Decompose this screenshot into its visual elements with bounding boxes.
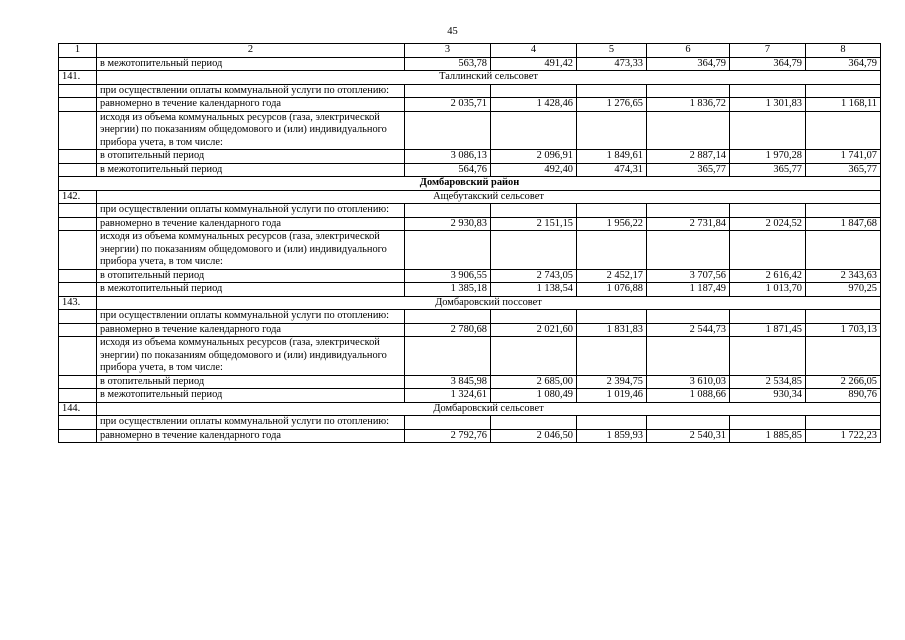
index-cell [59, 429, 97, 443]
empty-cell [491, 231, 577, 270]
condition-row [59, 204, 881, 218]
row-label: в межотопительный период [97, 283, 405, 297]
empty-cell [806, 231, 881, 270]
empty-cell [405, 310, 491, 324]
empty-cell [647, 416, 730, 430]
index-cell [59, 416, 97, 430]
value-cell: 1 703,13 [806, 323, 881, 337]
section-row [59, 190, 881, 204]
empty-cell [405, 337, 491, 376]
value-cell: 1 849,61 [577, 150, 647, 164]
index-cell [59, 217, 97, 231]
tariff-row [59, 98, 881, 112]
value-cell: 2 544,73 [647, 323, 730, 337]
tariff-row [59, 150, 881, 164]
index-cell [59, 231, 97, 270]
value-cell: 1 088,66 [647, 389, 730, 403]
index-cell [59, 84, 97, 98]
index-cell [59, 204, 97, 218]
tariff-row [59, 389, 881, 403]
value-cell: 3 906,55 [405, 269, 491, 283]
empty-cell [491, 204, 577, 218]
tariff-row [59, 163, 881, 177]
value-cell: 1 138,54 [491, 283, 577, 297]
section-title: Таллинский сельсовет [97, 71, 881, 85]
empty-cell [806, 84, 881, 98]
value-cell: 2 780,68 [405, 323, 491, 337]
row-label: при осуществлении оплаты коммунальной услуги по отоплению: [97, 84, 405, 98]
value-cell: 1 019,46 [577, 389, 647, 403]
tariff-row [59, 429, 881, 443]
tariff-table [58, 43, 881, 443]
condition-row [59, 337, 881, 376]
district-title: Домбаровский район [59, 177, 881, 191]
section-row [59, 402, 881, 416]
empty-cell [491, 337, 577, 376]
index-cell [59, 375, 97, 389]
header-cell: 7 [730, 44, 806, 58]
value-cell: 1 076,88 [577, 283, 647, 297]
empty-cell [647, 84, 730, 98]
header-row [59, 44, 881, 58]
section-index: 141. [59, 71, 97, 85]
value-cell: 2 743,05 [491, 269, 577, 283]
row-label: при осуществлении оплаты коммунальной услуги по отоплению: [97, 310, 405, 324]
section-title: Домбаровский поссовет [97, 296, 881, 310]
tariff-row [59, 217, 881, 231]
value-cell: 2 035,71 [405, 98, 491, 112]
row-label: равномерно в течение календарного года [97, 98, 405, 112]
empty-cell [491, 416, 577, 430]
value-cell: 1 970,28 [730, 150, 806, 164]
value-cell: 364,79 [806, 57, 881, 71]
value-cell: 1 276,65 [577, 98, 647, 112]
value-cell: 2 096,91 [491, 150, 577, 164]
condition-row [59, 231, 881, 270]
index-cell [59, 337, 97, 376]
row-label: исходя из объема коммунальных ресурсов (газа, электрической энергии) по показаниям общедомового и (или) индивидуального прибора учета, в том числе: [97, 337, 405, 376]
index-cell [59, 310, 97, 324]
page-number: 45 [447, 26, 458, 37]
condition-row [59, 416, 881, 430]
value-cell: 1 324,61 [405, 389, 491, 403]
index-cell [59, 163, 97, 177]
condition-row [59, 310, 881, 324]
value-cell: 3 707,56 [647, 269, 730, 283]
value-cell: 890,76 [806, 389, 881, 403]
value-cell: 364,79 [647, 57, 730, 71]
empty-cell [647, 231, 730, 270]
value-cell: 2 452,17 [577, 269, 647, 283]
value-cell: 365,77 [730, 163, 806, 177]
header-cell: 2 [97, 44, 405, 58]
index-cell [59, 389, 97, 403]
value-cell: 2 887,14 [647, 150, 730, 164]
empty-cell [577, 416, 647, 430]
empty-cell [577, 337, 647, 376]
header-cell: 1 [59, 44, 97, 58]
value-cell: 364,79 [730, 57, 806, 71]
header-cell: 4 [491, 44, 577, 58]
carry-over-row [59, 57, 881, 71]
row-label: равномерно в течение календарного года [97, 217, 405, 231]
row-label: при осуществлении оплаты коммунальной услуги по отоплению: [97, 204, 405, 218]
section-row [59, 296, 881, 310]
empty-cell [730, 204, 806, 218]
section-title: Домбаровский сельсовет [97, 402, 881, 416]
value-cell: 1 301,83 [730, 98, 806, 112]
index-cell [59, 150, 97, 164]
condition-row [59, 84, 881, 98]
empty-cell [806, 337, 881, 376]
value-cell: 2 343,63 [806, 269, 881, 283]
empty-cell [405, 204, 491, 218]
value-cell: 1 187,49 [647, 283, 730, 297]
row-label: равномерно в течение календарного года [97, 429, 405, 443]
value-cell: 1 831,83 [577, 323, 647, 337]
value-cell: 1 741,07 [806, 150, 881, 164]
empty-cell [405, 84, 491, 98]
empty-cell [806, 204, 881, 218]
empty-cell [405, 416, 491, 430]
condition-row [59, 111, 881, 150]
empty-cell [647, 310, 730, 324]
empty-cell [806, 111, 881, 150]
value-cell: 2 046,50 [491, 429, 577, 443]
value-cell: 1 956,22 [577, 217, 647, 231]
empty-cell [730, 310, 806, 324]
index-cell [59, 283, 97, 297]
row-label: в отопительный период [97, 150, 405, 164]
section-index: 142. [59, 190, 97, 204]
empty-cell [730, 231, 806, 270]
empty-cell [405, 231, 491, 270]
tariff-row [59, 323, 881, 337]
value-cell: 2 616,42 [730, 269, 806, 283]
value-cell: 473,33 [577, 57, 647, 71]
row-label: при осуществлении оплаты коммунальной услуги по отоплению: [97, 416, 405, 430]
row-label: в отопительный период [97, 375, 405, 389]
section-row [59, 71, 881, 85]
empty-cell [491, 84, 577, 98]
value-cell: 2 540,31 [647, 429, 730, 443]
row-label: равномерно в течение календарного года [97, 323, 405, 337]
tariff-row [59, 283, 881, 297]
value-cell: 3 845,98 [405, 375, 491, 389]
section-index: 144. [59, 402, 97, 416]
row-label: в межотопительный период [97, 163, 405, 177]
header-cell: 8 [806, 44, 881, 58]
header-cell: 5 [577, 44, 647, 58]
table-body [59, 44, 881, 443]
value-cell: 2 930,83 [405, 217, 491, 231]
value-cell: 930,34 [730, 389, 806, 403]
value-cell: 2 731,84 [647, 217, 730, 231]
value-cell: 1 871,45 [730, 323, 806, 337]
empty-cell [491, 310, 577, 324]
row-label: исходя из объема коммунальных ресурсов (газа, электрической энергии) по показаниям общедомового и (или) индивидуального прибора учета, в том числе: [97, 231, 405, 270]
section-title: Ащебутакский сельсовет [97, 190, 881, 204]
empty-cell [577, 84, 647, 98]
value-cell: 2 021,60 [491, 323, 577, 337]
empty-cell [577, 204, 647, 218]
value-cell: 365,77 [647, 163, 730, 177]
index-cell [59, 269, 97, 283]
value-cell: 1 013,70 [730, 283, 806, 297]
row-label: в межотопительный период [97, 57, 405, 71]
index-cell [59, 111, 97, 150]
empty-cell [806, 310, 881, 324]
value-cell: 970,25 [806, 283, 881, 297]
empty-cell [730, 84, 806, 98]
empty-cell [806, 416, 881, 430]
header-cell: 3 [405, 44, 491, 58]
value-cell: 1 080,49 [491, 389, 577, 403]
index-cell [59, 57, 97, 71]
value-cell: 1 722,23 [806, 429, 881, 443]
value-cell: 563,78 [405, 57, 491, 71]
value-cell: 3 610,03 [647, 375, 730, 389]
empty-cell [577, 111, 647, 150]
value-cell: 1 859,93 [577, 429, 647, 443]
value-cell: 2 792,76 [405, 429, 491, 443]
value-cell: 491,42 [491, 57, 577, 71]
value-cell: 3 086,13 [405, 150, 491, 164]
value-cell: 2 151,15 [491, 217, 577, 231]
row-label: в межотопительный период [97, 389, 405, 403]
value-cell: 1 885,85 [730, 429, 806, 443]
value-cell: 1 847,68 [806, 217, 881, 231]
empty-cell [491, 111, 577, 150]
empty-cell [577, 310, 647, 324]
value-cell: 474,31 [577, 163, 647, 177]
empty-cell [405, 111, 491, 150]
value-cell: 2 534,85 [730, 375, 806, 389]
empty-cell [730, 416, 806, 430]
tariff-row [59, 375, 881, 389]
value-cell: 365,77 [806, 163, 881, 177]
value-cell: 2 685,00 [491, 375, 577, 389]
empty-cell [647, 204, 730, 218]
empty-cell [647, 337, 730, 376]
district-row [59, 177, 881, 191]
value-cell: 1 168,11 [806, 98, 881, 112]
header-cell: 6 [647, 44, 730, 58]
tariff-row [59, 269, 881, 283]
section-index: 143. [59, 296, 97, 310]
value-cell: 2 266,05 [806, 375, 881, 389]
index-cell [59, 98, 97, 112]
empty-cell [730, 111, 806, 150]
value-cell: 1 836,72 [647, 98, 730, 112]
value-cell: 1 385,18 [405, 283, 491, 297]
value-cell: 2 024,52 [730, 217, 806, 231]
index-cell [59, 323, 97, 337]
empty-cell [647, 111, 730, 150]
empty-cell [730, 337, 806, 376]
empty-cell [577, 231, 647, 270]
row-label: исходя из объема коммунальных ресурсов (газа, электрической энергии) по показаниям общедомового и (или) индивидуального прибора учета, в том числе: [97, 111, 405, 150]
row-label: в отопительный период [97, 269, 405, 283]
value-cell: 492,40 [491, 163, 577, 177]
value-cell: 2 394,75 [577, 375, 647, 389]
value-cell: 1 428,46 [491, 98, 577, 112]
value-cell: 564,76 [405, 163, 491, 177]
